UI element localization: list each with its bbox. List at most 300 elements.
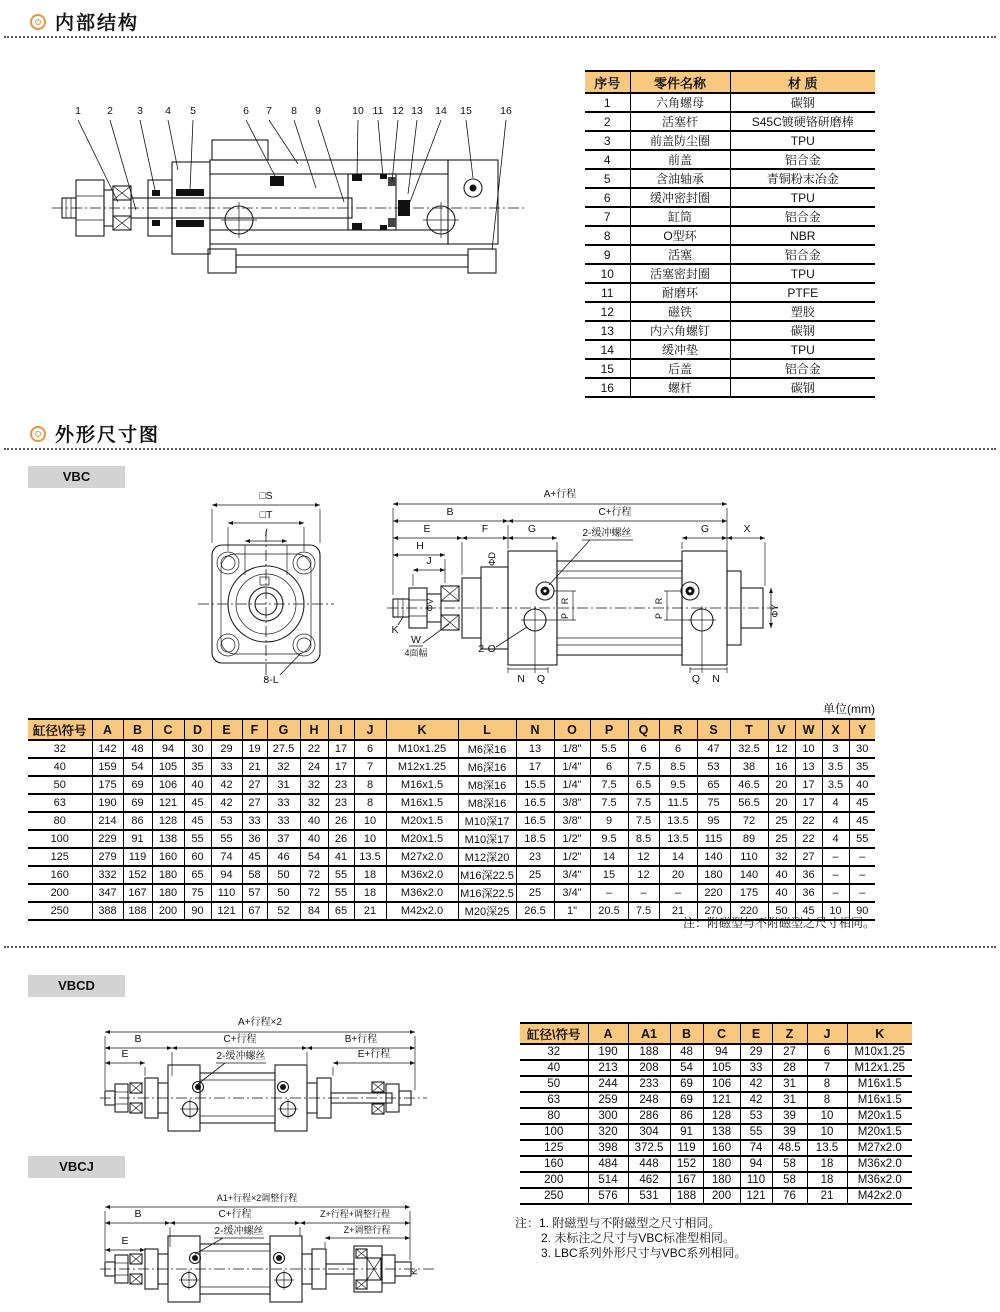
dotted-divider xyxy=(4,946,996,948)
dim-label-p-right: P xyxy=(654,612,664,620)
cell: 17 xyxy=(795,776,822,794)
cell: 27 xyxy=(795,848,822,866)
cell: 12 xyxy=(585,302,630,321)
cell: 3.5 xyxy=(822,776,849,794)
cell: 32 xyxy=(300,794,328,812)
unit-label: 单位(mm) xyxy=(823,702,875,716)
cell: 32 xyxy=(28,740,92,758)
cell: M27x2.0 xyxy=(386,848,458,866)
cell: 31 xyxy=(772,1076,807,1092)
cell: M12x1.25 xyxy=(847,1060,912,1076)
cell: 8 xyxy=(585,226,630,245)
table-row xyxy=(28,830,875,848)
cell: 180 xyxy=(152,884,184,902)
cell: 50 xyxy=(267,884,300,902)
cell: 6 xyxy=(807,1044,847,1060)
cell: 48 xyxy=(670,1044,703,1060)
dim-label-b: B xyxy=(446,506,454,518)
cell: 17 xyxy=(795,794,822,812)
cell: 69 xyxy=(670,1092,703,1108)
cell: 110 xyxy=(740,1172,772,1188)
cell: 55 xyxy=(740,1124,772,1140)
cell: 10 xyxy=(795,740,822,758)
cell: M10x1.25 xyxy=(847,1044,912,1060)
column-header: E xyxy=(740,1023,772,1044)
cell: 30 xyxy=(849,740,875,758)
cell: 42 xyxy=(211,776,242,794)
cell: 31 xyxy=(772,1092,807,1108)
cell: 6 xyxy=(628,740,659,758)
cell: 332 xyxy=(92,866,123,884)
cell: TPU xyxy=(730,264,875,283)
cell: 内六角螺钉 xyxy=(630,321,730,340)
cell: 54 xyxy=(123,758,152,776)
cell: M36x2.0 xyxy=(386,884,458,902)
cell: 22 xyxy=(300,740,328,758)
cell: 180 xyxy=(703,1172,740,1188)
column-header: K xyxy=(847,1023,912,1044)
cell: 180 xyxy=(703,1156,740,1172)
section-internal-structure-header xyxy=(30,8,139,35)
callout-12: 12 xyxy=(392,105,404,117)
cell: – xyxy=(590,884,628,902)
cell: 5 xyxy=(585,169,630,188)
cell: 9.5 xyxy=(590,830,628,848)
cell: 138 xyxy=(703,1124,740,1140)
cell: 220 xyxy=(730,902,768,920)
vbcd-drawing xyxy=(95,1010,485,1145)
cell: M27x2.0 xyxy=(847,1140,912,1156)
cell: 19 xyxy=(242,740,267,758)
cell: 55 xyxy=(328,884,354,902)
column-header: D xyxy=(184,719,211,740)
cell: 含油轴承 xyxy=(630,169,730,188)
cell: 磁铁 xyxy=(630,302,730,321)
cell: 175 xyxy=(92,776,123,794)
table-row xyxy=(585,321,875,340)
cell: 229 xyxy=(92,830,123,848)
cell: 7.5 xyxy=(590,776,628,794)
cell: 69 xyxy=(123,794,152,812)
column-header: 序号 xyxy=(585,71,630,93)
callout-3: 3 xyxy=(137,105,143,117)
cell: 碳钢 xyxy=(730,378,875,397)
cell: 32 xyxy=(768,848,795,866)
table-row xyxy=(585,359,875,378)
callout-7: 7 xyxy=(266,105,272,117)
cell: M16x1.5 xyxy=(847,1076,912,1092)
cell: 105 xyxy=(703,1060,740,1076)
table-row xyxy=(28,758,875,776)
cell: 80 xyxy=(28,812,92,830)
table-row xyxy=(520,1092,912,1108)
cell: 7.5 xyxy=(590,794,628,812)
dim-label-g-right: G xyxy=(700,523,710,535)
dim-label-e: E xyxy=(121,1235,129,1247)
cell: 45 xyxy=(184,812,211,830)
column-header: B xyxy=(123,719,152,740)
cell: 1/4" xyxy=(554,776,590,794)
cell: 531 xyxy=(628,1188,670,1204)
cell: 11.5 xyxy=(659,794,697,812)
table-row xyxy=(585,207,875,226)
cell: 2 xyxy=(585,112,630,131)
cell: 23 xyxy=(328,776,354,794)
cell: 6 xyxy=(590,758,628,776)
column-header: 零件名称 xyxy=(630,71,730,93)
cell: M20x1.5 xyxy=(847,1124,912,1140)
callout-10: 10 xyxy=(352,105,364,117)
cell: 18 xyxy=(807,1156,847,1172)
cell: 65 xyxy=(328,902,354,920)
cell: 8.5 xyxy=(659,758,697,776)
cell: 9 xyxy=(585,245,630,264)
internal-structure-drawing xyxy=(48,98,543,303)
cell: 7.5 xyxy=(628,758,659,776)
cell: 58 xyxy=(772,1156,807,1172)
cell: 18 xyxy=(354,866,386,884)
column-header: G xyxy=(267,719,300,740)
cell: 248 xyxy=(628,1092,670,1108)
cell: 8 xyxy=(807,1076,847,1092)
cell: 72 xyxy=(300,884,328,902)
cell: 160 xyxy=(152,848,184,866)
cell: 188 xyxy=(628,1044,670,1060)
cell: 76 xyxy=(772,1188,807,1204)
cell: 3/8" xyxy=(554,812,590,830)
dim-label-phiy: ΦY xyxy=(770,604,780,618)
cell: 55 xyxy=(328,866,354,884)
cell: 388 xyxy=(92,902,123,920)
callout-4: 4 xyxy=(165,105,171,117)
cell: 121 xyxy=(211,902,242,920)
cell: 4 xyxy=(822,830,849,848)
cell: 105 xyxy=(152,758,184,776)
dim-label-r-right: R xyxy=(654,597,664,605)
cell: 484 xyxy=(588,1156,628,1172)
cell: 10 xyxy=(807,1108,847,1124)
cell: 138 xyxy=(152,830,184,848)
column-header: A xyxy=(588,1023,628,1044)
cell: 35 xyxy=(184,758,211,776)
cell: 347 xyxy=(92,884,123,902)
dim-label-q-right: Q xyxy=(691,673,701,685)
cell: 3/4" xyxy=(554,884,590,902)
cell: 铝合金 xyxy=(730,207,875,226)
cell: 55 xyxy=(849,830,875,848)
table-row xyxy=(28,740,875,758)
vbc-table-note: 注：附磁型与不附磁型之尺寸相同。 xyxy=(682,916,875,930)
cell: 220 xyxy=(697,884,730,902)
cell: S45C镀硬铬研磨棒 xyxy=(730,112,875,131)
cell: 铝合金 xyxy=(730,359,875,378)
cell: 200 xyxy=(28,884,92,902)
cell: 90 xyxy=(184,902,211,920)
cell: 160 xyxy=(520,1156,588,1172)
cell: 80 xyxy=(520,1108,588,1124)
cell: TPU xyxy=(730,131,875,150)
cell: 119 xyxy=(670,1140,703,1156)
cell: 213 xyxy=(588,1060,628,1076)
cell: 21 xyxy=(659,902,697,920)
cell: 250 xyxy=(28,902,92,920)
cell: 84 xyxy=(300,902,328,920)
column-header: K xyxy=(386,719,458,740)
cell: 128 xyxy=(152,812,184,830)
dim-label-b-stroke: B+行程 xyxy=(344,1034,378,1045)
cell: 65 xyxy=(184,866,211,884)
cell: 8 xyxy=(807,1092,847,1108)
section-title-internal: 内部结构 xyxy=(55,13,140,34)
cell: 4 xyxy=(585,150,630,169)
cell: 55 xyxy=(184,830,211,848)
vbc-front-view-drawing xyxy=(168,483,403,690)
cell: 1/4" xyxy=(554,758,590,776)
cell: 40 xyxy=(184,776,211,794)
table-row xyxy=(520,1188,912,1204)
cell: 40 xyxy=(300,830,328,848)
dim-label-z-adj: Z+调整行程 xyxy=(343,1225,391,1235)
cell: 36 xyxy=(795,866,822,884)
dim-label-s: □S xyxy=(259,490,273,502)
column-header: X xyxy=(822,719,849,740)
cell: 320 xyxy=(588,1124,628,1140)
cell: 67 xyxy=(242,902,267,920)
column-header: C xyxy=(703,1023,740,1044)
cell: M20x1.5 xyxy=(386,830,458,848)
cell: 六角螺母 xyxy=(630,93,730,112)
cell: 7 xyxy=(807,1060,847,1076)
cell: 200 xyxy=(703,1188,740,1204)
column-header: O xyxy=(554,719,590,740)
cell: M10深17 xyxy=(458,812,516,830)
table-row xyxy=(28,848,875,866)
cell: 29 xyxy=(211,740,242,758)
column-header: C xyxy=(152,719,184,740)
cell: 前盖防尘圈 xyxy=(630,131,730,150)
dim-label-r-left: R xyxy=(560,597,570,605)
cell: M20深25 xyxy=(458,902,516,920)
cell: 152 xyxy=(123,866,152,884)
cell: M42x2.0 xyxy=(386,902,458,920)
column-header: T xyxy=(730,719,768,740)
table-row xyxy=(585,112,875,131)
cell: 58 xyxy=(242,866,267,884)
cell: 7.5 xyxy=(628,902,659,920)
table-row xyxy=(520,1156,912,1172)
cell: 9 xyxy=(590,812,628,830)
cell: 42 xyxy=(211,794,242,812)
cell: 17 xyxy=(328,758,354,776)
cell: 39 xyxy=(772,1124,807,1140)
cell: 铝合金 xyxy=(730,245,875,264)
cell: 缓冲密封圈 xyxy=(630,188,730,207)
dim-label-e: E xyxy=(423,523,431,535)
cell: 4 xyxy=(822,812,849,830)
cell: 63 xyxy=(28,794,92,812)
dim-label-b: B xyxy=(134,1208,142,1220)
cell: 32 xyxy=(520,1044,588,1060)
cell: 200 xyxy=(520,1172,588,1188)
column-header: J xyxy=(807,1023,847,1044)
cell: 16 xyxy=(585,378,630,397)
cell: 214 xyxy=(92,812,123,830)
cell: 6 xyxy=(659,740,697,758)
cell: M16深22.5 xyxy=(458,866,516,884)
column-header: S xyxy=(697,719,730,740)
cell: 3/4" xyxy=(554,866,590,884)
cell: 41 xyxy=(328,848,354,866)
dim-label-l: l xyxy=(264,527,268,539)
cell: – xyxy=(849,848,875,866)
cell: 160 xyxy=(703,1140,740,1156)
dim-label-j: J xyxy=(426,555,432,567)
dotted-divider xyxy=(4,36,996,38)
section-bullet-icon xyxy=(30,426,46,442)
cell: 372.5 xyxy=(628,1140,670,1156)
cell: 20 xyxy=(659,866,697,884)
ports-label: 2-O xyxy=(478,643,496,655)
column-header: Q xyxy=(628,719,659,740)
column-header: J xyxy=(354,719,386,740)
section-dimensions-header xyxy=(30,420,160,447)
cell: 50 xyxy=(267,866,300,884)
cell: 58 xyxy=(772,1172,807,1188)
cell: 塑胶 xyxy=(730,302,875,321)
cell: 46.5 xyxy=(730,776,768,794)
cell: M42x2.0 xyxy=(847,1188,912,1204)
column-header: L xyxy=(458,719,516,740)
cell: 12 xyxy=(628,848,659,866)
cell: 20 xyxy=(768,776,795,794)
cell: 45 xyxy=(242,848,267,866)
column-header: F xyxy=(242,719,267,740)
cell: 91 xyxy=(670,1124,703,1140)
cell: 10 xyxy=(807,1124,847,1140)
cell: – xyxy=(659,884,697,902)
dim-label-w-sub: 4面幅 xyxy=(404,648,428,658)
dim-label-p-left: P xyxy=(560,612,570,620)
cell: 159 xyxy=(92,758,123,776)
table-row xyxy=(585,188,875,207)
cell: 25 xyxy=(768,830,795,848)
cell: 26 xyxy=(328,812,354,830)
cell: M6深16 xyxy=(458,758,516,776)
cell: 462 xyxy=(628,1172,670,1188)
cell: 碳钢 xyxy=(730,321,875,340)
cell: – xyxy=(628,884,659,902)
callout-5: 5 xyxy=(190,105,196,117)
cell: 39 xyxy=(772,1108,807,1124)
cell: 100 xyxy=(28,830,92,848)
cell: 40 xyxy=(849,776,875,794)
cell: 16.5 xyxy=(516,812,554,830)
cell: 40 xyxy=(300,812,328,830)
cell: 152 xyxy=(670,1156,703,1172)
cell: 13 xyxy=(585,321,630,340)
cell: 95 xyxy=(697,812,730,830)
table-row xyxy=(585,131,875,150)
cell: 250 xyxy=(520,1188,588,1204)
cell: 28 xyxy=(772,1060,807,1076)
cell: 37 xyxy=(267,830,300,848)
cell: 15.5 xyxy=(516,776,554,794)
cell: 32.5 xyxy=(730,740,768,758)
vbcj-drawing xyxy=(95,1188,495,1312)
callout-11: 11 xyxy=(372,105,384,117)
table-row xyxy=(520,1108,912,1124)
cell: 21 xyxy=(354,902,386,920)
cell: 6 xyxy=(585,188,630,207)
dim-label-a1: A1+行程×2调整行程 xyxy=(216,1193,298,1203)
cell: 33 xyxy=(211,758,242,776)
cell: 耐磨环 xyxy=(630,283,730,302)
cell: 铝合金 xyxy=(730,150,875,169)
cell: TPU xyxy=(730,188,875,207)
cell: 13 xyxy=(516,740,554,758)
cell: 活塞密封圈 xyxy=(630,264,730,283)
cell: 69 xyxy=(123,776,152,794)
callout-2: 2 xyxy=(107,105,113,117)
cell: 13.5 xyxy=(659,812,697,830)
cell: 29 xyxy=(740,1044,772,1060)
cell: 48.5 xyxy=(772,1140,807,1156)
cell: 27.5 xyxy=(267,740,300,758)
cell: 24 xyxy=(300,758,328,776)
cell: 33 xyxy=(242,812,267,830)
cell: 42 xyxy=(740,1076,772,1092)
cell: 后盖 xyxy=(630,359,730,378)
table-row xyxy=(28,812,875,830)
cell: 188 xyxy=(670,1188,703,1204)
cell: 22 xyxy=(795,812,822,830)
cell: M36x2.0 xyxy=(386,866,458,884)
dim-label-t: □T xyxy=(259,509,273,521)
cell: 前盖 xyxy=(630,150,730,169)
cell: 10 xyxy=(585,264,630,283)
dim-label-h: H xyxy=(416,540,424,552)
cell: NBR xyxy=(730,226,875,245)
cell: 13 xyxy=(795,758,822,776)
dim-label-w: W xyxy=(411,634,421,646)
dim-label-a: A+行程×2 xyxy=(238,1017,282,1028)
cell: 20 xyxy=(768,794,795,812)
cell: 32 xyxy=(267,758,300,776)
dim-label-g-left: G xyxy=(527,523,537,535)
cell: 缸筒 xyxy=(630,207,730,226)
cell: 18 xyxy=(354,884,386,902)
cell: TPU xyxy=(730,340,875,359)
cell: 279 xyxy=(92,848,123,866)
cell: 14 xyxy=(585,340,630,359)
dim-label-bolts: 8-L xyxy=(263,674,279,686)
cell: 18 xyxy=(807,1172,847,1188)
cell: 398 xyxy=(588,1140,628,1156)
cell: 35 xyxy=(849,758,875,776)
column-header: I xyxy=(328,719,354,740)
cell: 40 xyxy=(520,1060,588,1076)
cell: 40 xyxy=(768,866,795,884)
table-row xyxy=(585,150,875,169)
cell: 1/2" xyxy=(554,848,590,866)
cell: 45 xyxy=(849,794,875,812)
cell: – xyxy=(822,866,849,884)
cell: 32 xyxy=(300,776,328,794)
cell: 94 xyxy=(152,740,184,758)
cell: 9.5 xyxy=(659,776,697,794)
dim-label-b: B xyxy=(134,1033,142,1045)
cell: 12 xyxy=(768,740,795,758)
